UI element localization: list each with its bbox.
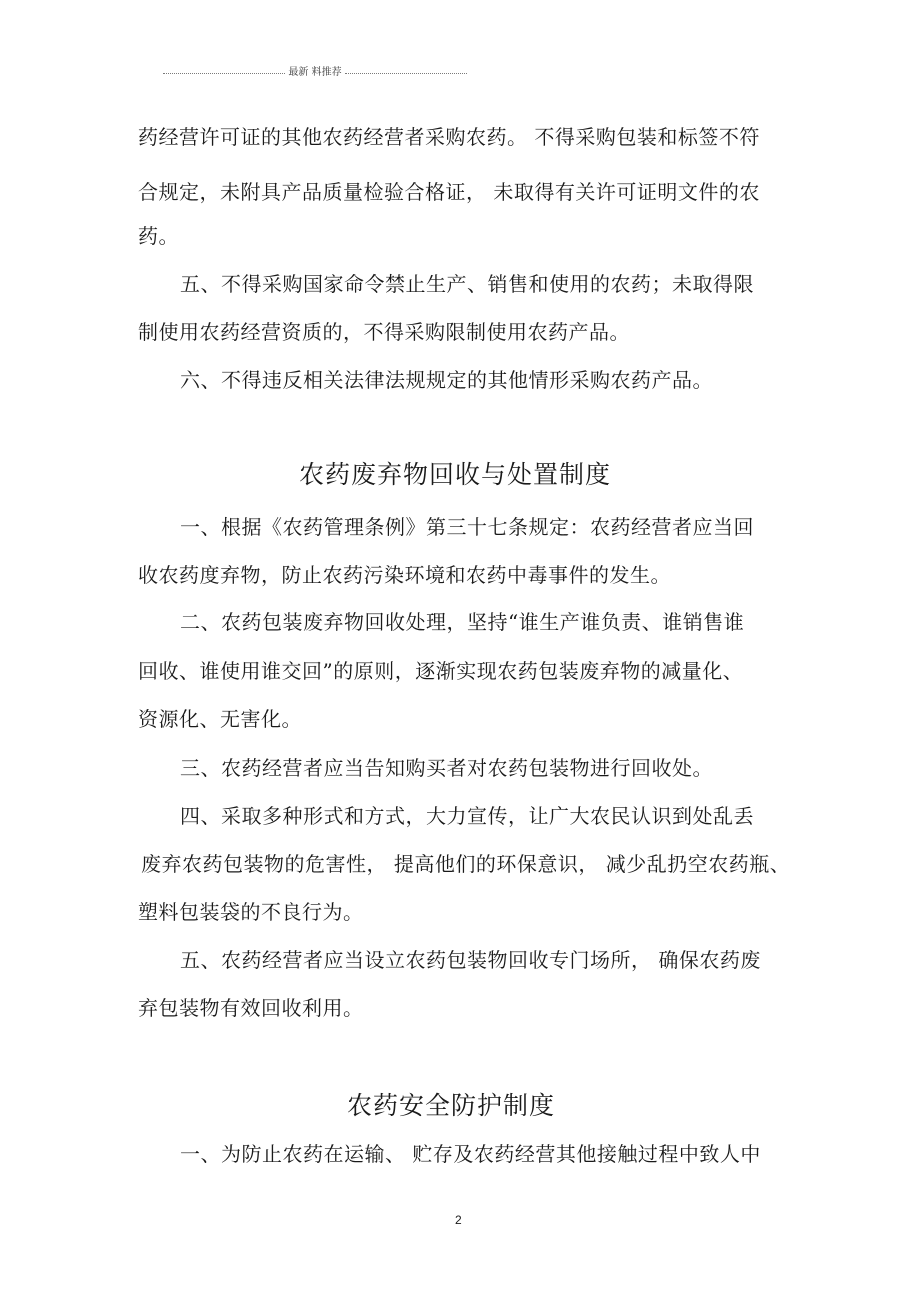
paragraph-line: 合规定，未附具产品质量检验合格证， 未取得有关许可证明文件的农 bbox=[138, 180, 760, 204]
page-header bbox=[163, 66, 467, 80]
paragraph-line: 一、根据《农药管理条例》第三十七条规定：农药经营者应当回 bbox=[180, 515, 754, 539]
section-title: 农药安全防护制度 bbox=[347, 1091, 556, 1120]
paragraph-line: 收农药度弃物，防止农药污染环境和农药中毒事件的发生。 bbox=[138, 563, 671, 587]
paragraph-line: 回收、谁使用谁交回”的原则，逐渐实现农药包装废弃物的减量化、 bbox=[138, 659, 744, 683]
paragraph-line: 塑料包装袋的不良行为。 bbox=[138, 900, 364, 924]
paragraph-line: 六、不得违反相关法律法规规定的其他情形采购农药产品。 bbox=[180, 368, 713, 392]
paragraph-line: 二、农药包装废弃物回收处理，坚持“谁生产谁负责、谁销售谁 bbox=[180, 610, 745, 634]
paragraph-line: 四、采取多种形式和方式，大力宣传，让广大农民认识到处乱丢 bbox=[180, 804, 754, 828]
paragraph-line: 五、农药经营者应当设立农药包装物回收专门场所， 确保农药废 bbox=[180, 948, 761, 972]
header-dotted-rule-right bbox=[345, 73, 467, 74]
paragraph-line: 药经营许可证的其他农药经营者采购农药。 不得采购包装和标签不符 bbox=[138, 125, 760, 149]
paragraph-line: 废弃农药包装物的危害性， 提高他们的环保意识， 减少乱扔空农药瓶、 bbox=[141, 852, 791, 876]
header-text: 最新 料推荐 bbox=[288, 67, 342, 78]
section-title: 农药废弃物回收与处置制度 bbox=[299, 460, 612, 489]
paragraph-line: 三、农药经营者应当告知购买者对农药包装物进行回收处。 bbox=[180, 756, 713, 780]
header-dotted-rule-left bbox=[163, 73, 285, 74]
paragraph-line: 弃包装物有效回收利用。 bbox=[138, 996, 364, 1020]
paragraph-line: 制使用农药经营资质的，不得采购限制使用农药产品。 bbox=[138, 320, 630, 344]
paragraph-line: 五、不得采购国家命令禁止生产、销售和使用的农药；未取得限 bbox=[180, 272, 754, 296]
paragraph-line: 资源化、无害化。 bbox=[138, 707, 302, 731]
page-number: 2 bbox=[455, 1213, 462, 1227]
paragraph-line: 药。 bbox=[138, 224, 179, 248]
paragraph-line: 一、为防止农药在运输、 贮存及农药经营其他接触过程中致人中 bbox=[180, 1142, 761, 1166]
